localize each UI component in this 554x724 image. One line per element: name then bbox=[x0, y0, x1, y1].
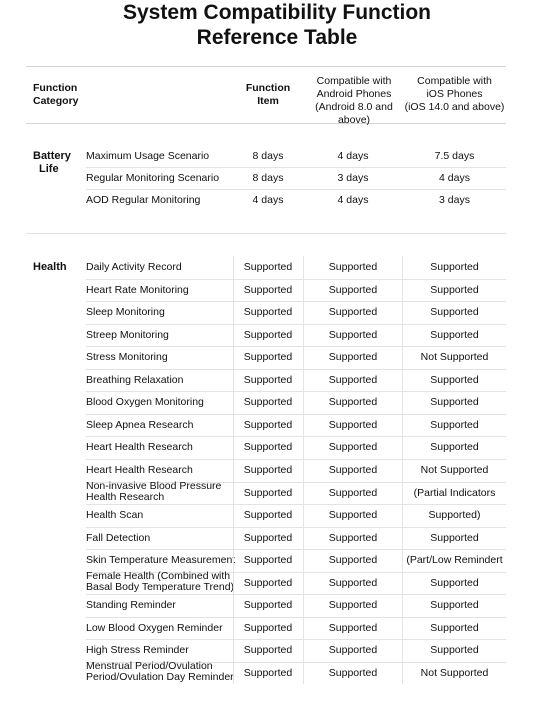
row-label bbox=[86, 481, 221, 504]
header-category-line-2: Category bbox=[33, 95, 79, 107]
header-bottom-rule bbox=[26, 123, 506, 124]
cell-ios: Supported bbox=[430, 599, 479, 612]
cell-android: Supported bbox=[328, 351, 378, 364]
row-label-line: High Stress Reminder bbox=[86, 644, 189, 657]
cell-android: Supported bbox=[328, 599, 378, 612]
table-row bbox=[0, 569, 554, 595]
cell-ios: Supported bbox=[430, 576, 479, 589]
row-label bbox=[86, 261, 182, 273]
header-android-line-3: (Android 8.0 and above) bbox=[315, 101, 393, 126]
row-label bbox=[86, 306, 165, 318]
section-divider bbox=[26, 233, 506, 234]
cell-ios: Supported bbox=[430, 644, 479, 657]
cell-function-item: 8 days bbox=[252, 150, 284, 162]
row-label: AOD Regular Monitoring bbox=[86, 194, 201, 206]
cell-function-item: Supported bbox=[243, 576, 293, 589]
cell-android: Supported bbox=[328, 576, 378, 589]
table-row bbox=[0, 301, 554, 324]
header-ios-line-3: (iOS 14.0 and above) bbox=[404, 101, 505, 113]
row-label-line: Fall Detection bbox=[86, 531, 151, 544]
header-item-line-2: Item bbox=[257, 95, 279, 107]
cell-android: Supported bbox=[328, 396, 378, 409]
table-row bbox=[0, 504, 554, 527]
row-label-line: Female Health (Combined with bbox=[86, 569, 231, 582]
cell-function-item: Supported bbox=[243, 621, 293, 634]
table-row bbox=[0, 527, 554, 550]
row-label: Maximum Usage Scenario bbox=[86, 150, 210, 162]
row-label bbox=[86, 396, 204, 408]
cell-ios: Supported bbox=[430, 328, 479, 341]
cell-android: Supported bbox=[328, 463, 378, 476]
cell-android: 3 days bbox=[337, 172, 369, 184]
row-label-line: Sleep Monitoring bbox=[86, 306, 165, 319]
cell-android: 4 days bbox=[337, 150, 369, 162]
table-row bbox=[0, 414, 554, 437]
row-label bbox=[86, 644, 189, 656]
header-ios-line-1: Compatible with bbox=[417, 75, 492, 87]
row-label bbox=[86, 622, 223, 634]
table-row bbox=[0, 346, 554, 369]
cell-function-item: Supported bbox=[243, 554, 293, 567]
title-line-2: Reference Table bbox=[196, 26, 358, 49]
cell-function-item: Supported bbox=[243, 418, 293, 431]
column-divider bbox=[402, 256, 403, 684]
table-row bbox=[0, 391, 554, 414]
cell-function-item: 4 days bbox=[252, 194, 284, 206]
header-android bbox=[300, 75, 408, 127]
row-label-line: Health Scan bbox=[86, 509, 144, 522]
row-label-line: Breathing Relaxation bbox=[86, 373, 184, 386]
row-label-line: Sleep Apnea Research bbox=[86, 418, 194, 431]
cell-android: Supported bbox=[328, 418, 378, 431]
header-android-line-1: Compatible with bbox=[316, 75, 392, 87]
header-item-line-1: Function bbox=[245, 82, 291, 94]
cell-function-item: Supported bbox=[243, 486, 293, 499]
cell-android: Supported bbox=[328, 328, 378, 341]
cell-ios: Not Supported bbox=[420, 351, 489, 364]
cell-android: Supported bbox=[328, 441, 378, 454]
category-battery-line-2: Life bbox=[39, 163, 59, 175]
row-label-line: Menstrual Period/Ovulation bbox=[86, 659, 213, 672]
cell-android: Supported bbox=[328, 306, 378, 319]
row-label bbox=[86, 284, 189, 296]
table-row bbox=[0, 436, 554, 459]
title-line-1: System Compatibility Function bbox=[122, 1, 432, 24]
cell-ios: Supported bbox=[430, 396, 479, 409]
header-ios-line-2: iOS Phones bbox=[426, 88, 483, 100]
table-row bbox=[0, 369, 554, 392]
cell-function-item: Supported bbox=[243, 283, 293, 296]
cell-android: Supported bbox=[328, 261, 378, 273]
category-battery-life bbox=[33, 150, 71, 176]
header-category-line-1: Function bbox=[33, 82, 78, 94]
row-label-line: Non-invasive Blood Pressure bbox=[86, 479, 222, 492]
table-row bbox=[0, 639, 554, 662]
header-top-rule bbox=[26, 66, 506, 67]
cell-ios: Supported bbox=[430, 531, 479, 544]
cell-function-item: Supported bbox=[243, 509, 293, 522]
cell-function-item: Supported bbox=[243, 666, 293, 679]
cell-ios: (Partial Indicators bbox=[413, 486, 496, 499]
row-label bbox=[86, 509, 143, 521]
cell-function-item: Supported bbox=[243, 599, 293, 612]
cell-android: Supported bbox=[328, 644, 378, 657]
row-label bbox=[86, 532, 150, 544]
row-label bbox=[86, 419, 193, 431]
row-label: Regular Monitoring Scenario bbox=[86, 172, 220, 184]
row-label bbox=[86, 464, 193, 476]
cell-ios: Supported bbox=[430, 441, 479, 454]
cell-function-item: Supported bbox=[243, 441, 293, 454]
row-label bbox=[86, 554, 235, 566]
header-android-line-2: Android Phones bbox=[316, 88, 392, 100]
table-row bbox=[0, 617, 554, 640]
row-label bbox=[86, 441, 193, 453]
row-label-line: Heart Health Research bbox=[86, 463, 193, 476]
cell-android: Supported bbox=[328, 554, 378, 567]
cell-function-item: Supported bbox=[243, 306, 293, 319]
cell-android: Supported bbox=[328, 283, 378, 296]
cell-ios: 4 days bbox=[439, 172, 470, 184]
cell-function-item: Supported bbox=[243, 373, 293, 386]
cell-android: Supported bbox=[328, 373, 378, 386]
cell-ios: 3 days bbox=[439, 194, 470, 206]
cell-android: Supported bbox=[328, 486, 378, 499]
page-title bbox=[0, 0, 554, 50]
cell-ios: Supported) bbox=[428, 509, 481, 522]
row-label bbox=[86, 571, 234, 594]
cell-function-item: Supported bbox=[243, 463, 293, 476]
table-row bbox=[0, 659, 554, 685]
row-label-line: Basal Body Temperature Trend) bbox=[86, 581, 235, 594]
cell-android: 4 days bbox=[337, 194, 369, 206]
cell-function-item: Supported bbox=[243, 261, 293, 273]
row-divider bbox=[86, 189, 506, 190]
row-label bbox=[86, 374, 183, 386]
cell-android: Supported bbox=[328, 531, 378, 544]
table-row bbox=[0, 479, 554, 505]
row-label-line: Health Research bbox=[86, 491, 165, 503]
row-label-line: Skin Temperature Measurement bbox=[86, 554, 236, 567]
category-health: Health bbox=[33, 261, 67, 273]
row-label bbox=[86, 351, 168, 363]
row-label-line: Daily Activity Record bbox=[86, 261, 182, 273]
table-row bbox=[0, 459, 554, 482]
table-row bbox=[0, 279, 554, 302]
cell-ios: Supported bbox=[430, 306, 479, 319]
cell-ios: Supported bbox=[430, 418, 479, 431]
header-ios bbox=[403, 75, 506, 114]
row-label-line: Blood Oxygen Monitoring bbox=[86, 396, 204, 409]
cell-function-item: Supported bbox=[243, 531, 293, 544]
cell-android: Supported bbox=[328, 666, 378, 679]
row-label bbox=[86, 661, 234, 684]
cell-function-item: Supported bbox=[243, 644, 293, 657]
column-divider bbox=[233, 256, 234, 684]
cell-function-item: Supported bbox=[243, 328, 293, 341]
cell-android: Supported bbox=[328, 621, 378, 634]
cell-ios: 7.5 days bbox=[434, 150, 475, 162]
row-label-line: Standing Reminder bbox=[86, 599, 176, 612]
table-row bbox=[0, 324, 554, 347]
cell-ios: Supported bbox=[430, 283, 479, 296]
cell-function-item: Supported bbox=[243, 396, 293, 409]
table-row bbox=[0, 594, 554, 617]
row-label bbox=[86, 599, 176, 611]
row-label-line: Heart Health Research bbox=[86, 441, 193, 454]
row-divider bbox=[86, 167, 506, 168]
row-label-line: Heart Rate Monitoring bbox=[86, 283, 189, 296]
column-divider bbox=[303, 256, 304, 684]
cell-ios: Supported bbox=[430, 261, 479, 273]
cell-function-item: Supported bbox=[243, 351, 293, 364]
row-label-line: Stress Monitoring bbox=[86, 351, 168, 364]
cell-ios: Not Supported bbox=[420, 666, 489, 679]
table-row bbox=[0, 256, 554, 279]
cell-android: Supported bbox=[328, 509, 378, 522]
table-row bbox=[0, 549, 554, 572]
row-label-line: Period/Ovulation Day Reminder bbox=[86, 671, 234, 684]
row-label-line: Streep Monitoring bbox=[86, 328, 169, 341]
header-function-item bbox=[233, 82, 303, 108]
cell-function-item: 8 days bbox=[252, 172, 284, 184]
cell-ios: (Part/Low Remindert bbox=[406, 554, 503, 567]
cell-ios: Not Supported bbox=[420, 463, 489, 476]
header-function-category bbox=[33, 82, 79, 108]
cell-ios: Supported bbox=[430, 373, 479, 386]
category-battery-line-1: Battery bbox=[33, 150, 71, 162]
row-label-line: Low Blood Oxygen Reminder bbox=[86, 621, 223, 634]
cell-ios: Supported bbox=[430, 621, 479, 634]
row-label bbox=[86, 329, 169, 341]
